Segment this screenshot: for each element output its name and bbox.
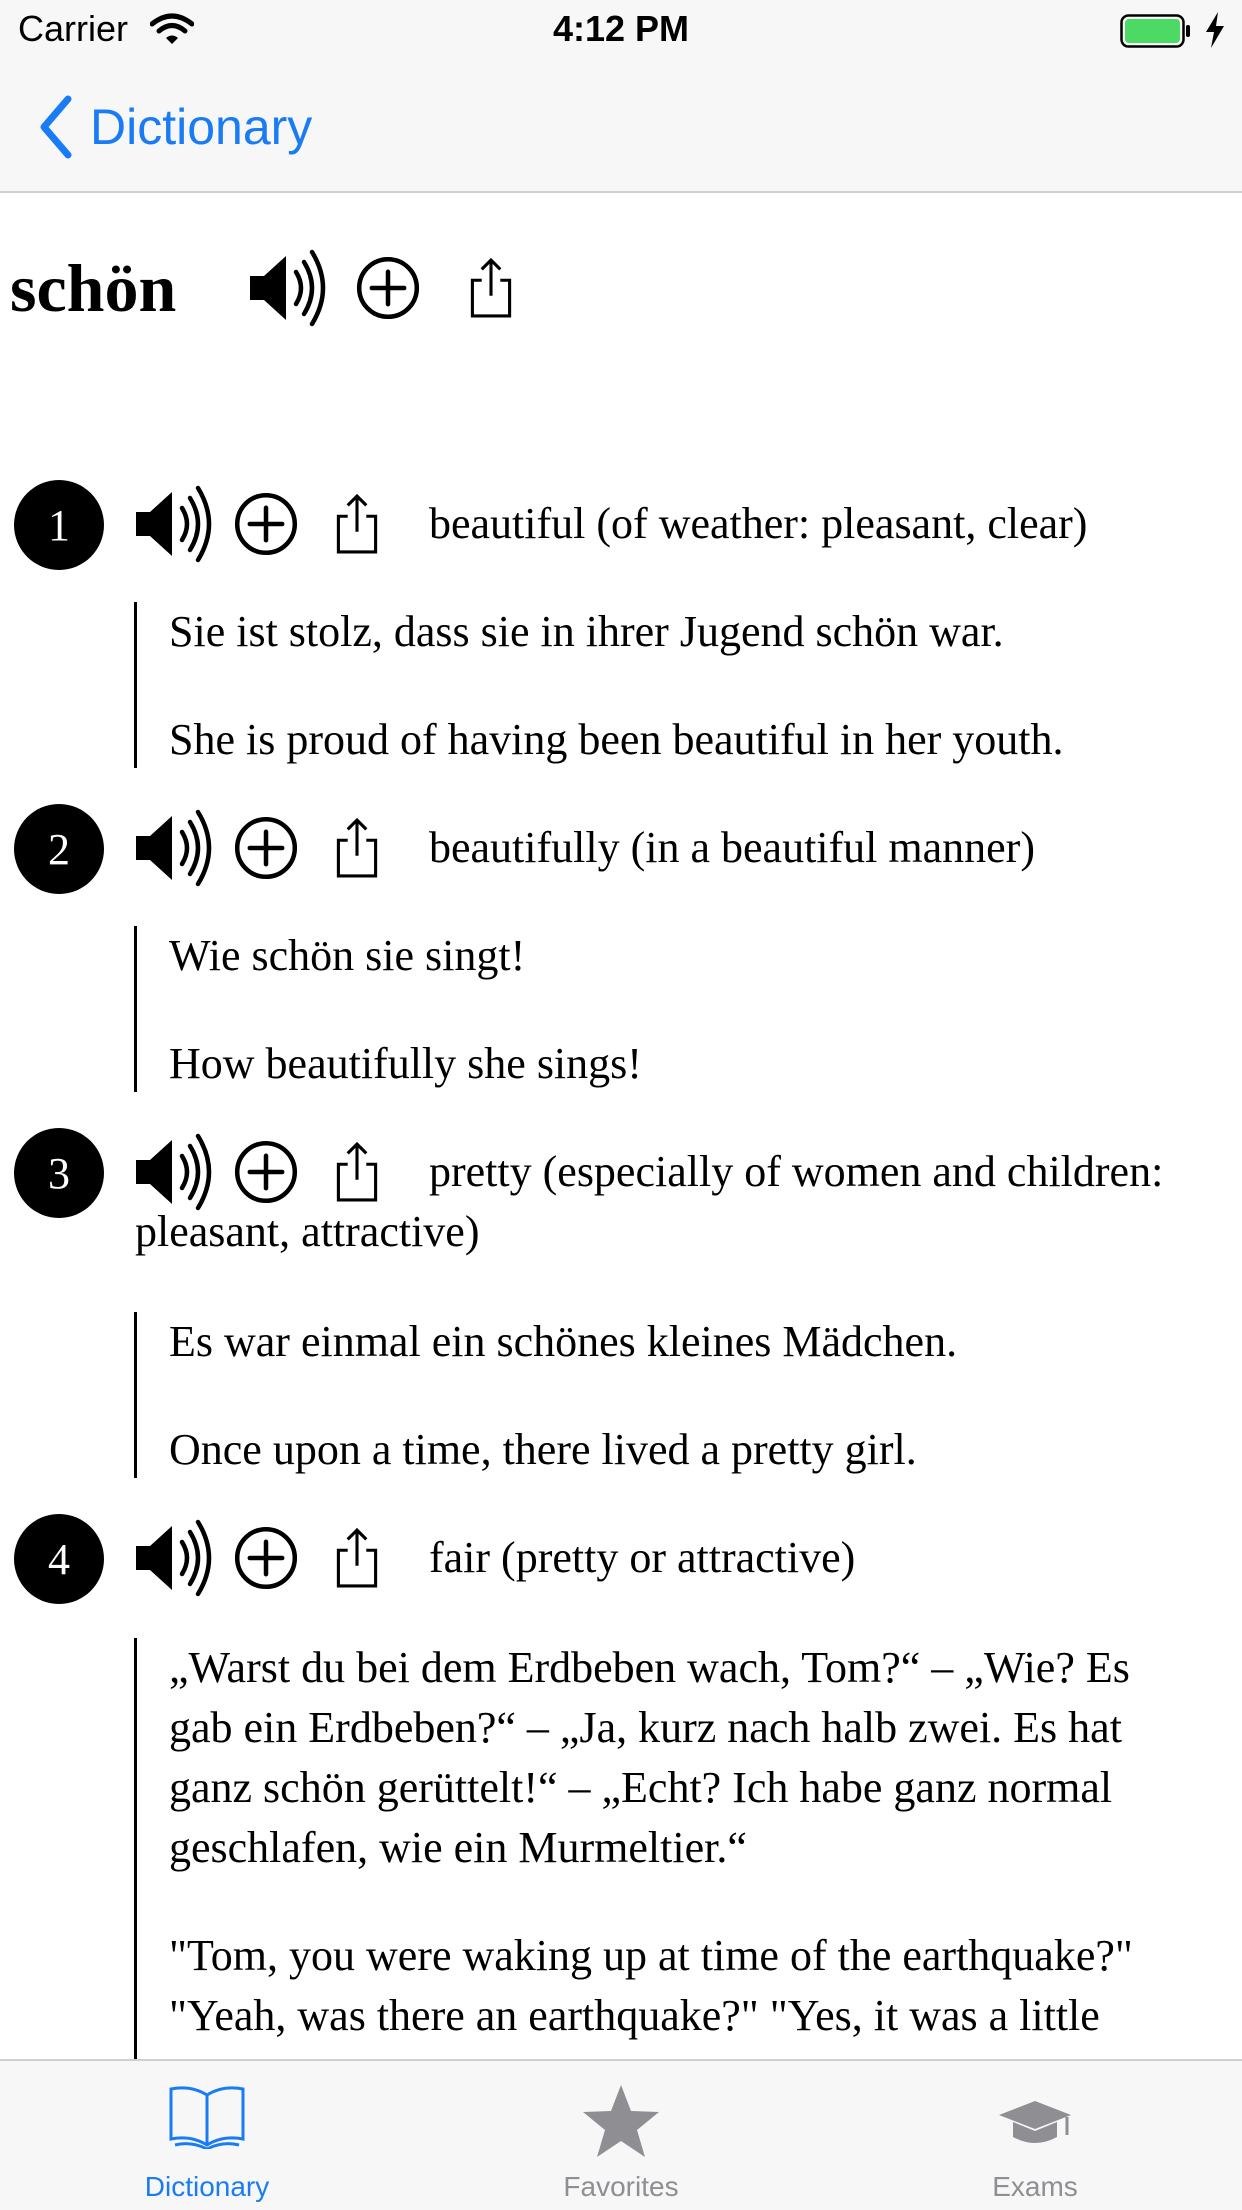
example-block <box>134 602 1063 768</box>
share-icon[interactable] <box>326 1135 388 1209</box>
star-icon <box>414 2083 828 2159</box>
share-icon[interactable] <box>326 487 388 561</box>
navigation-bar <box>0 62 1242 193</box>
carrier-label: Carrier <box>18 8 129 49</box>
speaker-icon[interactable] <box>132 1132 212 1212</box>
add-circle-icon[interactable] <box>230 1522 302 1594</box>
sense-definition-line-1: pretty (especially of women and children: <box>429 1147 1164 1196</box>
add-circle-icon[interactable] <box>230 812 302 884</box>
battery-icon <box>1120 14 1192 53</box>
back-button-label: Dictionary <box>90 99 313 155</box>
share-icon[interactable] <box>326 1521 388 1595</box>
charging-bolt-icon <box>1204 12 1226 53</box>
speaker-icon[interactable] <box>132 1518 212 1598</box>
sense-definition: fair (pretty or attractive) <box>429 1533 856 1582</box>
example-block <box>134 1312 957 1478</box>
headword-row <box>10 233 522 343</box>
example-german-line: „Warst du bei dem Erdbeben wach, Tom?“ – „Wie? Es <box>169 1643 1130 1692</box>
example-english-line: "Tom, you were waking up at time of the earthquake?" <box>169 1931 1133 1980</box>
add-circle-icon[interactable] <box>230 488 302 560</box>
entry-content[interactable] <box>0 193 1242 2059</box>
tab-dictionary[interactable] <box>0 2061 414 2210</box>
speaker-icon[interactable] <box>246 248 326 328</box>
add-circle-icon[interactable] <box>230 1136 302 1208</box>
speaker-icon[interactable] <box>132 808 212 888</box>
example-german-line: geschlafen, wie ein Murmeltier.“ <box>169 1823 747 1872</box>
graduation-cap-icon <box>828 2097 1242 2147</box>
sense-number-badge: 1 <box>14 480 104 570</box>
sense-number-badge: 2 <box>14 804 104 894</box>
status-bar <box>0 0 1242 62</box>
sense-definition: beautiful (of weather: pleasant, clear) <box>429 499 1088 548</box>
tab-label: Favorites <box>563 2171 679 2202</box>
example-english-line: "Yeah, was there an earthquake?" "Yes, it was a little <box>169 1991 1100 2040</box>
tab-favorites[interactable] <box>414 2061 828 2210</box>
book-icon <box>0 2083 414 2149</box>
status-time: 4:12 PM <box>552 8 690 49</box>
example-german: Sie ist stolz, dass sie in ihrer Jugend schön war. <box>169 607 1004 656</box>
example-block <box>134 1638 1133 2059</box>
example-block <box>134 926 642 1092</box>
sense-definition-line-2: pleasant, attractive) <box>135 1207 480 1256</box>
tab-label: Exams <box>992 2171 1078 2202</box>
sense-number-badge: 3 <box>14 1128 104 1218</box>
example-german: Wie schön sie singt! <box>169 931 526 980</box>
headword: schön <box>10 249 177 326</box>
tab-exams[interactable] <box>828 2061 1242 2210</box>
share-icon[interactable] <box>460 251 522 325</box>
tab-label: Dictionary <box>144 2171 270 2202</box>
add-circle-icon[interactable] <box>352 252 424 324</box>
sense-definition: beautifully (in a beautiful manner) <box>429 823 1035 872</box>
back-button[interactable] <box>34 92 312 162</box>
example-english: Once upon a time, there lived a pretty girl. <box>169 1425 917 1474</box>
tab-bar <box>0 2059 1242 2210</box>
share-icon[interactable] <box>326 811 388 885</box>
sense-number-badge: 4 <box>14 1514 104 1604</box>
example-german-line: ganz schön gerüttelt!“ – „Echt? Ich habe ganz normal <box>169 1763 1113 1812</box>
chevron-left-icon <box>34 93 78 161</box>
example-german-line: gab ein Erdbeben?“ – „Ja, kurz nach halb zwei. Es hat <box>169 1703 1122 1752</box>
example-german: Es war einmal ein schönes kleines Mädchen. <box>169 1317 958 1366</box>
speaker-icon[interactable] <box>132 484 212 564</box>
example-english: She is proud of having been beautiful in her youth. <box>169 715 1064 764</box>
example-english: How beautifully she sings! <box>169 1039 642 1088</box>
